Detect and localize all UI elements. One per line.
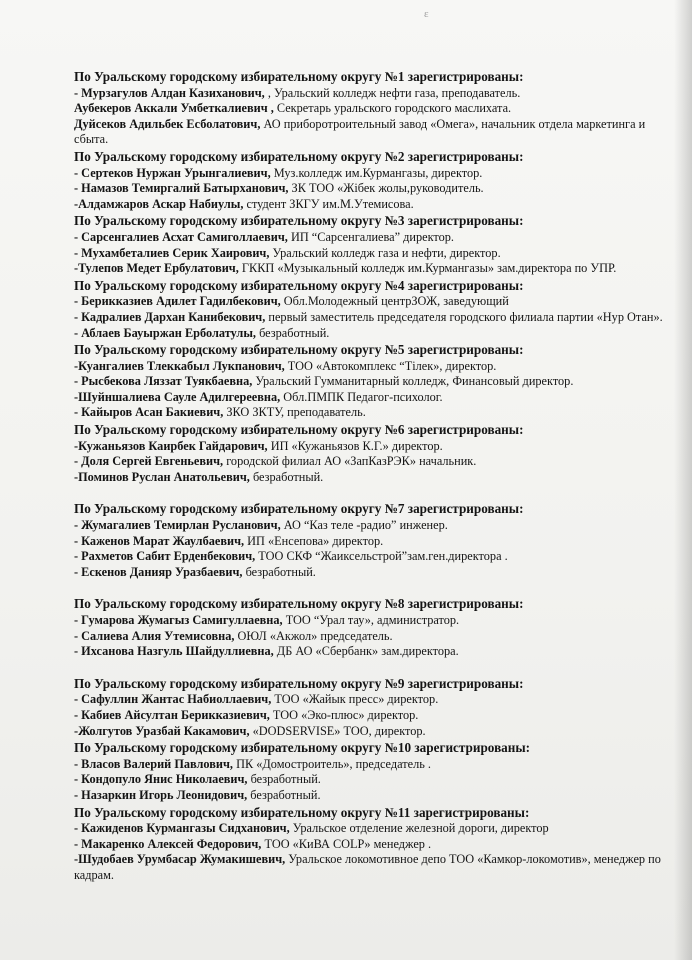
section-gap bbox=[74, 660, 674, 675]
candidate-entry bbox=[74, 724, 674, 740]
candidate-name: -Поминов Руслан Анатольевич, bbox=[74, 469, 250, 484]
candidate-position: , Уральский колледж нефти газа, преподаватель. bbox=[264, 85, 521, 100]
candidate-position: Обл.ПМПК Педагог-психолог. bbox=[280, 389, 443, 404]
district-heading: По Уральскому городскому избирательному округу №7 зарегистрированы: bbox=[74, 501, 524, 517]
candidate-position: ИП «Енсепова» директор. bbox=[244, 533, 384, 548]
candidate-name: - Кондопуло Янис Николаевич, bbox=[74, 772, 248, 787]
candidate-entry bbox=[74, 374, 674, 390]
candidate-position: «DODSERVISE» ТОО, директор. bbox=[249, 723, 426, 738]
candidate-position: городской филиал АО «ЗапКазРЭК» начальник. bbox=[223, 454, 477, 469]
candidate-position: Муз.колледж им.Курмангазы, директор. bbox=[270, 165, 483, 180]
candidate-position: Уральское отделение железной дороги, директор bbox=[289, 821, 549, 836]
candidate-position: безработный. bbox=[249, 469, 324, 484]
candidate-entry bbox=[74, 821, 674, 837]
district-heading: По Уральскому городскому избирательному округу №10 зарегистрированы: bbox=[74, 740, 531, 756]
candidate-position: ГККП «Музыкальный колледж им.Курмангазы» зам.директора по УПР. bbox=[238, 261, 617, 276]
candidate-position: безработный. bbox=[242, 564, 316, 579]
district-heading: По Уральскому городскому избирательному округу №6 зарегистрированы: bbox=[74, 422, 524, 438]
candidate-name: - Кабиев Айсултан Берикказиевич, bbox=[74, 707, 270, 722]
candidate-position: АО “Каз теле -радио” инженер. bbox=[280, 518, 448, 533]
candidate-entry bbox=[74, 613, 674, 629]
candidate-name: Аубекеров Аккали Умбеткалиевич , bbox=[74, 101, 274, 116]
candidate-entry bbox=[74, 197, 674, 213]
candidate-position: ТОО «Автокомплекс “Тілек», директор. bbox=[284, 358, 497, 373]
candidate-position: ПК «Домостроитель», председатель . bbox=[233, 756, 431, 771]
candidate-entry bbox=[74, 852, 674, 883]
document-body bbox=[74, 68, 674, 884]
stray-mark: ε bbox=[424, 8, 429, 20]
candidate-entry bbox=[74, 549, 674, 565]
candidate-position: ТОО «Жайык пресс» директор. bbox=[271, 692, 439, 707]
page-edge-shadow bbox=[674, 0, 692, 960]
district-heading: По Уральскому городскому избирательному округу №4 зарегистрированы: bbox=[74, 277, 524, 293]
candidate-name: - Рахметов Сабит Ерденбекович, bbox=[74, 549, 256, 564]
candidate-entry bbox=[74, 708, 674, 724]
candidate-entry bbox=[74, 565, 674, 581]
candidate-name: - Сарсенгалиев Асхат Самиголлаевич, bbox=[74, 229, 288, 244]
candidate-entry bbox=[74, 166, 674, 182]
candidate-entry bbox=[74, 692, 674, 708]
candidate-position: первый заместитель председателя городского филиала партии «Нур Отан». bbox=[265, 309, 663, 324]
candidate-entry bbox=[74, 629, 674, 645]
district-heading: По Уральскому городскому избирательному округу №1 зарегистрированы: bbox=[74, 69, 524, 84]
candidate-entry bbox=[74, 86, 674, 102]
district-heading: По Уральскому городскому избирательному округу №3 зарегистрированы: bbox=[74, 213, 524, 229]
candidate-entry bbox=[74, 644, 674, 660]
candidate-position: АО приборотроительный завод «Омега», начальник отдела маркетинга и сбыта. bbox=[74, 116, 646, 147]
candidate-entry bbox=[74, 534, 674, 550]
candidate-entry bbox=[74, 405, 674, 421]
candidate-name: -Алдамжаров Аскар Набиулы, bbox=[74, 196, 244, 211]
candidate-entry bbox=[74, 117, 674, 148]
candidate-name: Дуйсеков Адильбек Есболатович, bbox=[74, 116, 261, 131]
candidate-name: - Макаренко Алексей Федорович, bbox=[74, 836, 262, 851]
candidate-name: -Шудобаев Урумбасар Жумакишевич, bbox=[74, 852, 286, 867]
candidate-name: -Кужаньязов Каирбек Гайдарович, bbox=[74, 438, 268, 453]
candidate-position: ДБ АО «Сбербанк» зам.директора. bbox=[273, 644, 459, 659]
district-heading: По Уральскому городскому избирательному округу №9 зарегистрированы: bbox=[74, 675, 524, 691]
candidate-name: - Кайыров Асан Бакиевич, bbox=[74, 405, 224, 420]
candidate-name: -Тулепов Медет Ербулатович, bbox=[74, 261, 239, 276]
candidate-entry bbox=[74, 518, 674, 534]
candidate-name: -Жолгутов Уразбай Какамович, bbox=[74, 723, 250, 738]
candidate-name: - Каженов Марат Жаулбаевич, bbox=[74, 533, 245, 548]
candidate-entry bbox=[74, 390, 674, 406]
candidate-position: Уральский Гумманитарный колледж, Финансовый директор. bbox=[252, 374, 574, 389]
candidate-name: - Гумарова Жумагыз Самигуллаевна, bbox=[74, 613, 283, 627]
candidate-position: ТОО “Урал тау», администратор. bbox=[282, 613, 460, 627]
candidate-position: ТОО «КиВА COLP» менеджер . bbox=[261, 836, 432, 851]
candidate-position: Обл.Молодежный центрЗОЖ, заведующий bbox=[280, 294, 509, 309]
candidate-position: безработный. bbox=[247, 787, 321, 802]
candidate-position: Уральский колледж газа и нефти, директор. bbox=[269, 245, 501, 260]
candidate-entry bbox=[74, 470, 674, 486]
candidate-position: ИП “Сарсенгалиева” директор. bbox=[287, 229, 454, 244]
candidate-name: - Жумагалиев Темирлан Русланович, bbox=[74, 518, 281, 533]
candidate-entry bbox=[74, 101, 674, 117]
candidate-entry bbox=[74, 439, 674, 455]
candidate-position: ТОО «Эко-плюс» директор. bbox=[269, 707, 419, 722]
candidate-entry bbox=[74, 181, 674, 197]
candidate-entry bbox=[74, 326, 674, 342]
candidate-position: ИП «Кужаньязов К.Г.» директор. bbox=[267, 438, 443, 453]
candidate-entry bbox=[74, 294, 674, 310]
candidate-position: Уральское локомотивное депо ТОО «Камкор-локомотив», менеджер по кадрам. bbox=[74, 852, 661, 882]
district-heading: По Уральскому городскому избирательному округу №8 зарегистрированы: bbox=[74, 596, 524, 612]
district-heading: По Уральскому городскому избирательному округу №5 зарегистрированы: bbox=[74, 342, 524, 358]
candidate-name: - Мурзагулов Алдан Казиханович, bbox=[74, 85, 265, 100]
candidate-name: -Шуйншалиева Сауле Адилгереевна, bbox=[74, 389, 281, 404]
candidate-entry bbox=[74, 454, 674, 470]
candidate-entry bbox=[74, 757, 674, 773]
candidate-entry bbox=[74, 230, 674, 246]
candidate-entry bbox=[74, 310, 674, 326]
candidate-entry bbox=[74, 261, 674, 277]
candidate-entry bbox=[74, 246, 674, 262]
candidate-name: - Сафуллин Жантас Набиоллаевич, bbox=[74, 692, 272, 707]
candidate-name: - Берикказиев Адилет Гадилбекович, bbox=[74, 294, 281, 309]
candidate-name: - Рысбекова Ляззат Туякбаевна, bbox=[74, 374, 253, 389]
candidate-name: -Куангалиев Тлеккабыл Лукпанович, bbox=[74, 358, 285, 373]
district-heading: По Уральскому городскому избирательному округу №11 зарегистрированы: bbox=[74, 804, 530, 820]
candidate-name: - Ихсанова Назгуль Шайдуллиевна, bbox=[74, 644, 274, 659]
section-gap bbox=[74, 580, 674, 595]
candidate-entry bbox=[74, 359, 674, 375]
section-gap bbox=[74, 485, 674, 500]
candidate-position: безработный. bbox=[256, 325, 330, 340]
district-heading: По Уральскому городскому избирательному округу №2 зарегистрированы: bbox=[74, 148, 524, 164]
candidate-name: - Сертеков Нуржан Урынгалиевич, bbox=[74, 165, 271, 180]
candidate-name: - Кадралиев Дархан Канибекович, bbox=[74, 309, 266, 324]
candidate-name: - Назаркин Игорь Леонидович, bbox=[74, 787, 248, 802]
candidate-name: - Аблаев Бауыржан Ерболатулы, bbox=[74, 325, 256, 340]
candidate-name: - Кажиденов Курмангазы Сидханович, bbox=[74, 821, 290, 836]
candidate-position: Секретарь уральского городского маслихата. bbox=[273, 101, 512, 116]
candidate-name: - Ескенов Данияр Уразбаевич, bbox=[74, 564, 243, 579]
candidate-position: ЗКО ЗКТУ, преподаватель. bbox=[223, 405, 366, 420]
candidate-entry bbox=[74, 837, 674, 853]
candidate-position: ЗК ТОО «Жібек жолы,руководитель. bbox=[288, 181, 484, 196]
candidate-name: - Доля Сергей Евгеньевич, bbox=[74, 454, 224, 469]
candidate-position: ТОО СКФ “Жаиксельстрой”зам.ген.директора . bbox=[255, 549, 508, 564]
candidate-name: - Намазов Темиргалий Батырханович, bbox=[74, 181, 289, 196]
candidate-position: безработный. bbox=[247, 772, 321, 787]
candidate-entry bbox=[74, 788, 674, 804]
candidate-position: студент ЗКГУ им.М.Утемисова. bbox=[243, 196, 414, 211]
candidate-name: - Мухамбеталиев Серик Хаирович, bbox=[74, 245, 270, 260]
candidate-position: ОЮЛ «Акжол» председатель. bbox=[234, 628, 393, 643]
candidate-name: - Власов Валерий Павлович, bbox=[74, 756, 234, 771]
candidate-name: - Салиева Алия Утемисовна, bbox=[74, 628, 235, 643]
candidate-entry bbox=[74, 772, 674, 788]
